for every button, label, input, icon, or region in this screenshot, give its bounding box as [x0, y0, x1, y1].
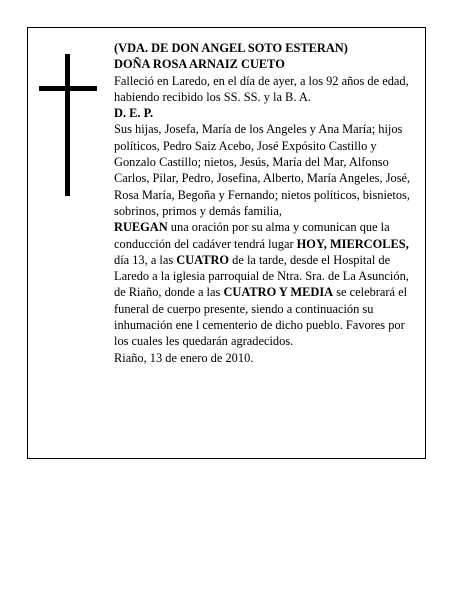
- cuatro-time: CUATRO: [176, 252, 230, 267]
- obituary-notice: [27, 27, 426, 459]
- deceased-name: DOÑA ROSA ARNAIZ CUETO: [114, 57, 285, 72]
- cross-horizontal-bar: [39, 86, 97, 91]
- request-text-2: día 13, a las: [114, 252, 177, 267]
- request-text-1: una oración por su alma y comunican que la conducción del cadáver tendrá lugar: [114, 220, 390, 251]
- ruegan-word: RUEGAN: [114, 220, 168, 235]
- rip-line: D. E. P.: [114, 106, 154, 121]
- cross-icon: [39, 54, 97, 196]
- request-text-3: de la tarde, desde el Hospital de Laredo a la iglesia parroquial de Ntra. Sra. de La Asunción, de Riaño, donde a las: [114, 252, 409, 300]
- hoy-miercoles: HOY, MIERCOLES,: [296, 236, 409, 251]
- cross-vertical-bar: [65, 54, 70, 196]
- cuatro-y-media-time: CUATRO Y MEDIA: [223, 285, 334, 300]
- notice-text: [114, 40, 420, 366]
- place-date: Riaño, 13 de enero de 2010.: [114, 350, 254, 365]
- request-text-4: se celebrará el funeral de cuerpo presente, siendo a continuación su inhumación ene l cementerio de dicho pueblo. Favores por los cuales les quedarán agradecidos.: [114, 285, 408, 349]
- widow-header: (VDA. DE DON ANGEL SOTO ESTERAN): [114, 41, 348, 55]
- request-paragraph: [114, 219, 420, 349]
- family-list: Sus hijas, Josefa, María de los Angeles y Ana María; hijos políticos, Pedro Saiz Acebo, José Expósito Castillo y Gonzalo Castillo; nietos, Jesús, María del Mar, Alfonso Carlos, Pilar, Pedro, Josefina, Alberto, María Angeles, José, Rosa María, Begoña y Fernando; nietos políticos, bisnietos, sobrinos, primos y demás familia,: [114, 122, 411, 218]
- death-statement: Falleció en Laredo, en el día de ayer, a los 92 años de edad, habiendo recibido los SS. SS. y la B. A.: [114, 73, 409, 104]
